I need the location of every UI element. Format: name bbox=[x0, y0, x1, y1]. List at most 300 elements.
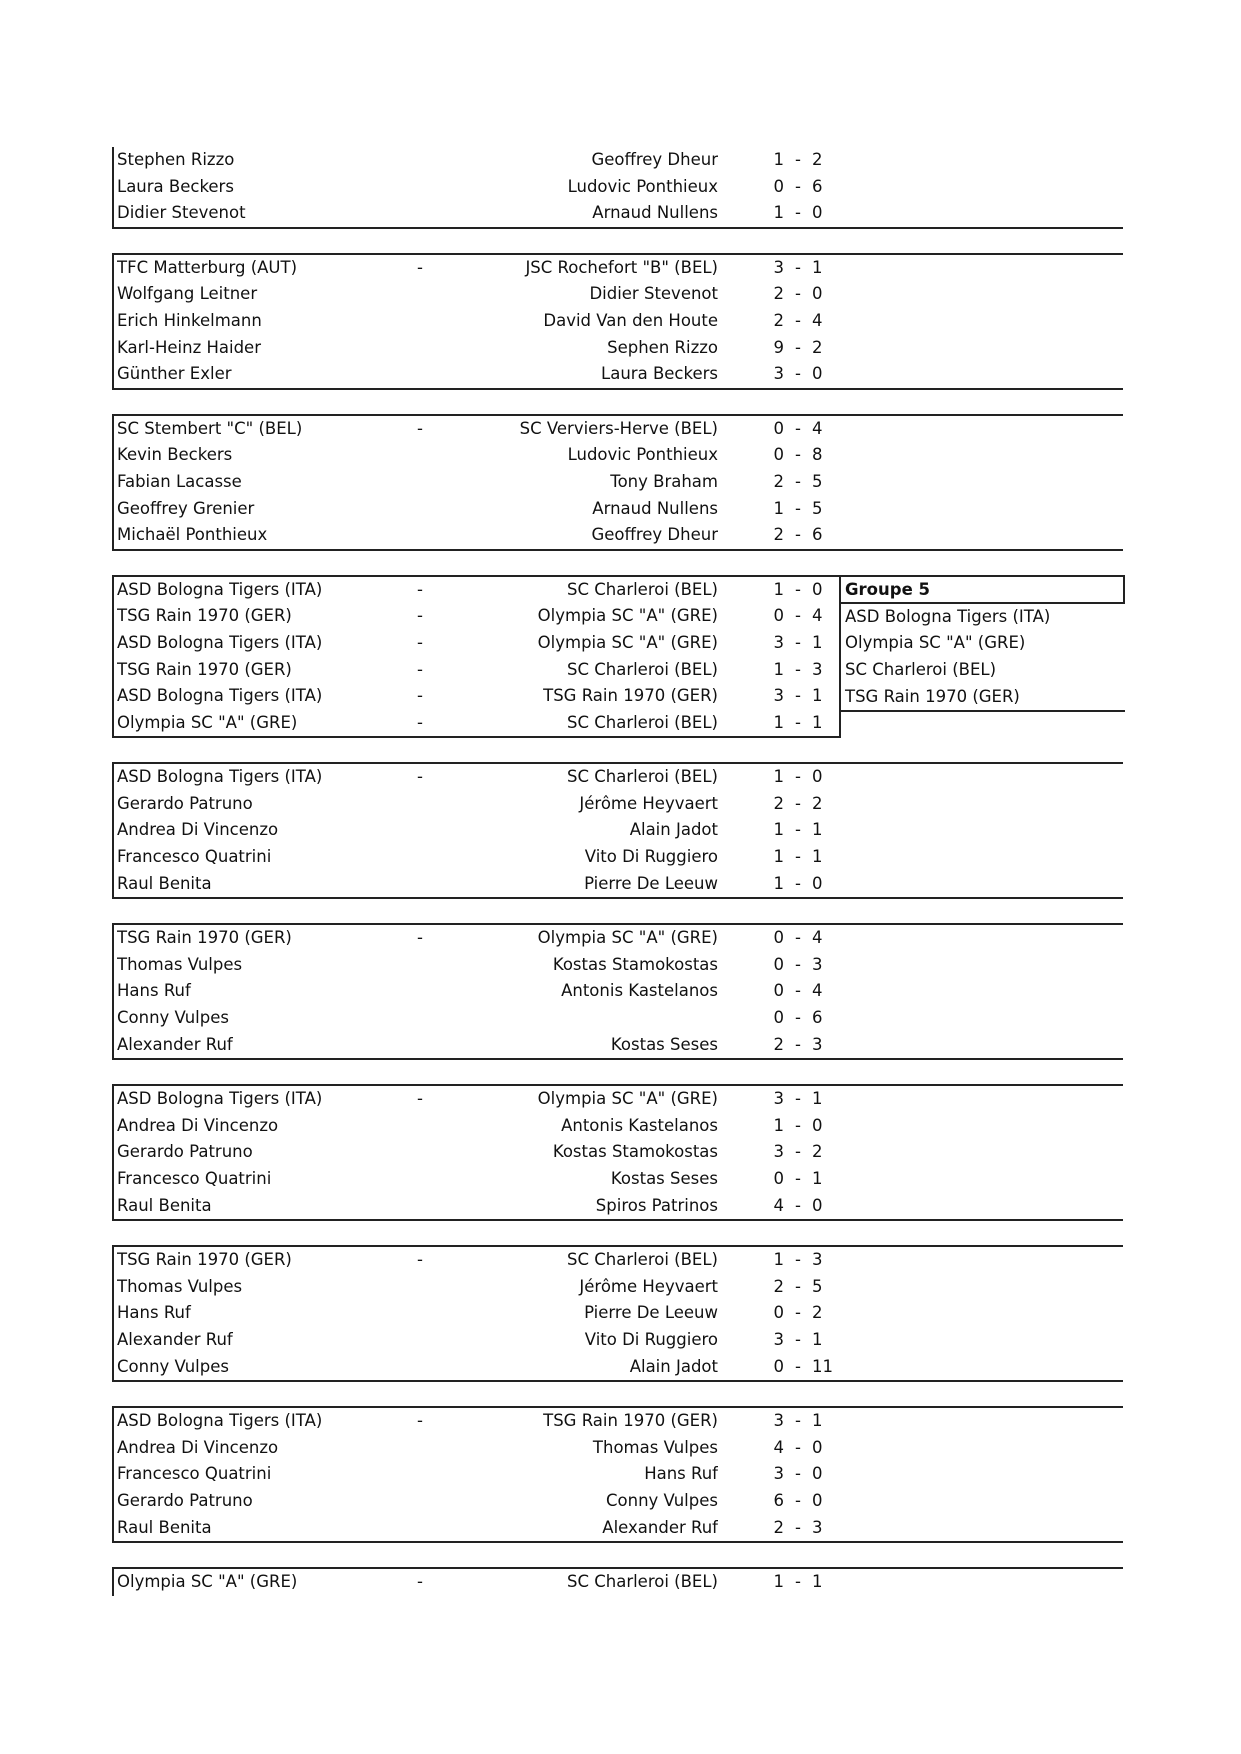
group-title: Groupe 5 bbox=[839, 575, 1125, 604]
match-row bbox=[114, 1274, 1123, 1301]
score-dash: - bbox=[795, 1517, 801, 1537]
score-dash: - bbox=[795, 632, 801, 652]
match-row bbox=[114, 603, 839, 630]
home-name: Karl-Heinz Haider bbox=[117, 337, 261, 357]
home-name: Alexander Ruf bbox=[117, 1034, 233, 1054]
home-name: Francesco Quatrini bbox=[117, 1169, 272, 1188]
match-row bbox=[114, 442, 1123, 469]
match-block bbox=[112, 414, 1123, 551]
home-name: Günther Exler bbox=[117, 364, 232, 384]
versus-separator: - bbox=[417, 418, 423, 438]
home-score: 3 bbox=[773, 257, 784, 277]
match-row bbox=[114, 630, 839, 657]
match-row bbox=[114, 1139, 1123, 1166]
home-score: 0 bbox=[773, 1008, 784, 1028]
away-name: Vito Di Ruggiero bbox=[584, 1329, 718, 1349]
group-team: TSG Rain 1970 (GER) bbox=[845, 686, 1020, 706]
home-score: 1 bbox=[773, 498, 784, 518]
versus-separator: - bbox=[417, 606, 423, 626]
home-name: Thomas Vulpes bbox=[117, 1276, 243, 1296]
home-score: 2 bbox=[773, 793, 784, 813]
score-dash: - bbox=[795, 820, 801, 840]
score-dash: - bbox=[795, 150, 801, 169]
away-score: 6 bbox=[812, 176, 823, 196]
away-name: Antonis Kastelanos bbox=[561, 981, 718, 1001]
match-block bbox=[112, 762, 1123, 899]
home-name: Conny Vulpes bbox=[117, 1008, 229, 1028]
score-dash: - bbox=[795, 981, 801, 1001]
match-row bbox=[114, 1488, 1123, 1515]
home-score: 0 bbox=[773, 606, 784, 626]
match-header-row bbox=[114, 764, 1123, 791]
match-row bbox=[114, 1166, 1123, 1193]
home-score: 6 bbox=[773, 1490, 784, 1510]
away-name: Tony Braham bbox=[610, 471, 718, 491]
match-row bbox=[114, 1515, 1123, 1542]
match-row bbox=[114, 308, 1123, 335]
home-name: Olympia SC "A" (GRE) bbox=[117, 1572, 298, 1592]
score-dash: - bbox=[795, 498, 801, 518]
group-team: Olympia SC "A" (GRE) bbox=[845, 633, 1026, 653]
away-name: Alexander Ruf bbox=[602, 1517, 718, 1537]
home-name: Francesco Quatrini bbox=[117, 847, 272, 867]
score-dash: - bbox=[795, 1089, 801, 1109]
match-row bbox=[114, 147, 1123, 174]
score-dash: - bbox=[795, 337, 801, 357]
away-score: 11 bbox=[812, 1356, 833, 1376]
away-name: Vito Di Ruggiero bbox=[584, 847, 718, 867]
away-score: 1 bbox=[812, 1169, 823, 1188]
away-score: 3 bbox=[812, 659, 823, 679]
versus-separator: - bbox=[417, 257, 423, 277]
away-name: Thomas Vulpes bbox=[592, 1437, 718, 1457]
score-dash: - bbox=[795, 310, 801, 330]
away-score: 1 bbox=[812, 820, 823, 840]
match-row bbox=[114, 200, 1123, 227]
versus-separator: - bbox=[417, 579, 423, 599]
away-name: Alain Jadot bbox=[629, 1356, 718, 1376]
match-row bbox=[114, 1461, 1123, 1488]
match-header-row bbox=[114, 1569, 1123, 1596]
home-score: 0 bbox=[773, 418, 784, 438]
match-header-row bbox=[114, 416, 1123, 443]
home-score: 1 bbox=[773, 873, 784, 893]
away-score: 2 bbox=[812, 793, 823, 813]
home-score: 0 bbox=[773, 1356, 784, 1376]
score-dash: - bbox=[795, 954, 801, 974]
score-dash: - bbox=[795, 793, 801, 813]
match-block bbox=[112, 1406, 1123, 1543]
home-score: 1 bbox=[773, 150, 784, 169]
away-name: Olympia SC "A" (GRE) bbox=[537, 606, 718, 626]
away-name: Geoffrey Dheur bbox=[591, 150, 718, 169]
away-name: Spiros Patrinos bbox=[595, 1195, 718, 1215]
home-score: 2 bbox=[773, 471, 784, 491]
home-score: 2 bbox=[773, 284, 784, 304]
away-name: Pierre De Leeuw bbox=[584, 1303, 718, 1323]
home-score: 1 bbox=[773, 1115, 784, 1135]
home-name: ASD Bologna Tigers (ITA) bbox=[117, 1411, 323, 1431]
home-name: TSG Rain 1970 (GER) bbox=[117, 1250, 292, 1270]
home-name: Laura Beckers bbox=[117, 176, 234, 196]
away-name: Jérôme Heyvaert bbox=[579, 1276, 718, 1296]
home-name: Didier Stevenot bbox=[117, 203, 246, 223]
score-dash: - bbox=[795, 257, 801, 277]
score-dash: - bbox=[795, 1008, 801, 1028]
results-sheet bbox=[112, 147, 1123, 1620]
away-score: 0 bbox=[812, 364, 823, 384]
away-score: 5 bbox=[812, 471, 823, 491]
away-score: 1 bbox=[812, 257, 823, 277]
match-row bbox=[114, 1005, 1123, 1032]
match-row bbox=[114, 522, 1123, 549]
away-score: 0 bbox=[812, 579, 823, 599]
away-score: 0 bbox=[812, 284, 823, 304]
home-score: 2 bbox=[773, 1276, 784, 1296]
versus-separator: - bbox=[417, 659, 423, 679]
match-row bbox=[114, 1327, 1123, 1354]
home-score: 3 bbox=[773, 1411, 784, 1431]
home-score: 1 bbox=[773, 767, 784, 787]
away-name: Alain Jadot bbox=[629, 820, 718, 840]
home-name: Michaël Ponthieux bbox=[117, 525, 268, 545]
away-score: 4 bbox=[812, 928, 823, 948]
away-name: Hans Ruf bbox=[644, 1464, 718, 1484]
away-score: 1 bbox=[812, 1572, 823, 1592]
away-score: 1 bbox=[812, 632, 823, 652]
home-score: 1 bbox=[773, 1250, 784, 1270]
home-name: Gerardo Patruno bbox=[117, 793, 253, 813]
home-score: 1 bbox=[773, 659, 784, 679]
match-row bbox=[114, 469, 1123, 496]
home-score: 3 bbox=[773, 1329, 784, 1349]
away-score: 8 bbox=[812, 445, 823, 465]
away-name: Sephen Rizzo bbox=[607, 337, 718, 357]
match-row bbox=[114, 361, 1123, 388]
away-name: Ludovic Ponthieux bbox=[567, 176, 718, 196]
match-row bbox=[114, 1113, 1123, 1140]
away-score: 0 bbox=[812, 1464, 823, 1484]
home-name: ASD Bologna Tigers (ITA) bbox=[117, 767, 323, 787]
score-dash: - bbox=[795, 445, 801, 465]
home-score: 1 bbox=[773, 579, 784, 599]
home-score: 0 bbox=[773, 445, 784, 465]
group-standings bbox=[839, 575, 1125, 712]
match-row bbox=[114, 683, 839, 710]
away-score: 0 bbox=[812, 203, 823, 223]
away-name: Didier Stevenot bbox=[589, 284, 718, 304]
home-name: Alexander Ruf bbox=[117, 1329, 233, 1349]
home-score: 4 bbox=[773, 1195, 784, 1215]
away-score: 0 bbox=[812, 767, 823, 787]
score-dash: - bbox=[795, 767, 801, 787]
away-score: 1 bbox=[812, 712, 823, 732]
away-name: Ludovic Ponthieux bbox=[567, 445, 718, 465]
versus-separator: - bbox=[417, 1411, 423, 1431]
match-header-row bbox=[114, 925, 1123, 952]
away-name: Kostas Stamokostas bbox=[552, 954, 718, 974]
home-score: 1 bbox=[773, 847, 784, 867]
away-name: SC Charleroi (BEL) bbox=[566, 1572, 718, 1592]
score-dash: - bbox=[795, 1329, 801, 1349]
away-name: Jérôme Heyvaert bbox=[579, 793, 718, 813]
score-dash: - bbox=[795, 659, 801, 679]
group-team: SC Charleroi (BEL) bbox=[845, 659, 997, 679]
away-name bbox=[486, 1005, 718, 1032]
home-name: TFC Matterburg (AUT) bbox=[117, 257, 298, 277]
away-score: 3 bbox=[812, 1034, 823, 1054]
away-score: 3 bbox=[812, 954, 823, 974]
score-dash: - bbox=[795, 579, 801, 599]
home-name: Hans Ruf bbox=[117, 981, 191, 1001]
home-name: Olympia SC "A" (GRE) bbox=[117, 712, 298, 732]
away-name: SC Charleroi (BEL) bbox=[566, 659, 718, 679]
away-score: 1 bbox=[812, 1329, 823, 1349]
match-row bbox=[114, 174, 1123, 201]
score-dash: - bbox=[795, 1250, 801, 1270]
home-name: Francesco Quatrini bbox=[117, 1464, 272, 1484]
away-score: 2 bbox=[812, 1303, 823, 1323]
versus-separator: - bbox=[417, 686, 423, 706]
match-row bbox=[114, 496, 1123, 523]
score-dash: - bbox=[795, 1142, 801, 1162]
away-score: 4 bbox=[812, 606, 823, 626]
away-name: David Van den Houte bbox=[543, 310, 718, 330]
home-score: 4 bbox=[773, 1437, 784, 1457]
away-name: TSG Rain 1970 (GER) bbox=[543, 686, 718, 706]
score-dash: - bbox=[795, 364, 801, 384]
home-name: Erich Hinkelmann bbox=[117, 310, 262, 330]
home-name: Andrea Di Vincenzo bbox=[117, 1115, 279, 1135]
match-row bbox=[114, 1300, 1123, 1327]
home-score: 0 bbox=[773, 176, 784, 196]
match-block bbox=[112, 923, 1123, 1060]
group-team-list bbox=[839, 604, 1125, 712]
match-block bbox=[112, 1245, 1123, 1382]
match-row bbox=[114, 281, 1123, 308]
score-dash: - bbox=[795, 1437, 801, 1457]
away-score: 4 bbox=[812, 310, 823, 330]
home-score: 1 bbox=[773, 820, 784, 840]
away-name: Arnaud Nullens bbox=[592, 498, 718, 518]
match-header-row bbox=[114, 1086, 1123, 1113]
score-dash: - bbox=[795, 1276, 801, 1296]
home-name: Fabian Lacasse bbox=[117, 471, 242, 491]
away-name: Olympia SC "A" (GRE) bbox=[537, 632, 718, 652]
match-row bbox=[114, 791, 1123, 818]
away-score: 0 bbox=[812, 1115, 823, 1135]
score-dash: - bbox=[795, 712, 801, 732]
home-name: TSG Rain 1970 (GER) bbox=[117, 606, 292, 626]
versus-separator: - bbox=[417, 767, 423, 787]
match-block bbox=[112, 575, 1051, 739]
away-score: 4 bbox=[812, 981, 823, 1001]
score-dash: - bbox=[795, 928, 801, 948]
home-score: 2 bbox=[773, 525, 784, 545]
match-row bbox=[114, 1354, 1123, 1381]
score-dash: - bbox=[795, 847, 801, 867]
away-name: SC Charleroi (BEL) bbox=[566, 1250, 718, 1270]
home-name: SC Stembert "C" (BEL) bbox=[117, 418, 303, 438]
score-dash: - bbox=[795, 203, 801, 223]
away-score: 6 bbox=[812, 525, 823, 545]
match-header-row bbox=[114, 577, 839, 604]
match-header-row bbox=[114, 255, 1123, 282]
home-name: Stephen Rizzo bbox=[117, 150, 235, 169]
home-score: 2 bbox=[773, 310, 784, 330]
match-row bbox=[114, 1032, 1123, 1059]
away-score: 3 bbox=[812, 1517, 823, 1537]
score-dash: - bbox=[795, 1115, 801, 1135]
score-dash: - bbox=[795, 471, 801, 491]
away-score: 5 bbox=[812, 498, 823, 518]
away-name: Geoffrey Dheur bbox=[591, 525, 718, 545]
home-score: 1 bbox=[773, 712, 784, 732]
score-dash: - bbox=[795, 176, 801, 196]
away-score: 1 bbox=[812, 847, 823, 867]
home-score: 9 bbox=[773, 337, 784, 357]
home-score: 2 bbox=[773, 1034, 784, 1054]
home-score: 2 bbox=[773, 1517, 784, 1537]
score-dash: - bbox=[795, 1490, 801, 1510]
away-name: Kostas Seses bbox=[610, 1169, 718, 1188]
match-row bbox=[114, 335, 1123, 362]
home-name: Wolfgang Leitner bbox=[117, 284, 258, 304]
score-dash: - bbox=[795, 418, 801, 438]
home-name: Conny Vulpes bbox=[117, 1356, 229, 1376]
match-block bbox=[112, 147, 1123, 229]
home-score: 3 bbox=[773, 1089, 784, 1109]
versus-separator: - bbox=[417, 928, 423, 948]
match-row bbox=[114, 657, 839, 684]
match-row bbox=[114, 1435, 1123, 1462]
home-name: Raul Benita bbox=[117, 1195, 212, 1215]
home-name: ASD Bologna Tigers (ITA) bbox=[117, 1089, 323, 1109]
away-name: Olympia SC "A" (GRE) bbox=[537, 1089, 718, 1109]
home-name: Raul Benita bbox=[117, 1517, 212, 1537]
home-score: 1 bbox=[773, 203, 784, 223]
match-row bbox=[114, 1193, 1123, 1220]
away-name: Arnaud Nullens bbox=[592, 203, 718, 223]
match-block bbox=[112, 1084, 1123, 1221]
away-name: SC Verviers-Herve (BEL) bbox=[519, 418, 718, 438]
home-name: Raul Benita bbox=[117, 873, 212, 893]
home-name: Andrea Di Vincenzo bbox=[117, 820, 279, 840]
home-score: 3 bbox=[773, 1464, 784, 1484]
away-score: 1 bbox=[812, 1089, 823, 1109]
home-name: ASD Bologna Tigers (ITA) bbox=[117, 686, 323, 706]
match-row bbox=[114, 844, 1123, 871]
match-row bbox=[114, 952, 1123, 979]
match-row bbox=[114, 871, 1123, 898]
score-dash: - bbox=[795, 284, 801, 304]
group-team: ASD Bologna Tigers (ITA) bbox=[845, 606, 1051, 626]
score-dash: - bbox=[795, 1169, 801, 1188]
away-score: 2 bbox=[812, 337, 823, 357]
home-name: Thomas Vulpes bbox=[117, 954, 243, 974]
home-name: TSG Rain 1970 (GER) bbox=[117, 928, 292, 948]
away-name: Kostas Seses bbox=[610, 1034, 718, 1054]
match-row bbox=[114, 978, 1123, 1005]
versus-separator: - bbox=[417, 1572, 423, 1592]
away-score: 1 bbox=[812, 1411, 823, 1431]
away-score: 0 bbox=[812, 1437, 823, 1457]
match-row bbox=[114, 710, 839, 737]
away-score: 2 bbox=[812, 150, 823, 169]
score-dash: - bbox=[795, 525, 801, 545]
home-score: 0 bbox=[773, 1303, 784, 1323]
home-score: 3 bbox=[773, 686, 784, 706]
score-dash: - bbox=[795, 873, 801, 893]
away-name: Pierre De Leeuw bbox=[584, 873, 718, 893]
away-name: Laura Beckers bbox=[601, 364, 718, 384]
away-score: 0 bbox=[812, 1195, 823, 1215]
away-name: SC Charleroi (BEL) bbox=[566, 712, 718, 732]
match-header-row bbox=[114, 1247, 1123, 1274]
versus-separator: - bbox=[417, 1089, 423, 1109]
away-name: Kostas Stamokostas bbox=[552, 1142, 718, 1162]
score-dash: - bbox=[795, 1572, 801, 1592]
score-dash: - bbox=[795, 1356, 801, 1376]
away-score: 6 bbox=[812, 1008, 823, 1028]
home-score: 0 bbox=[773, 954, 784, 974]
home-name: Geoffrey Grenier bbox=[117, 498, 255, 518]
score-dash: - bbox=[795, 606, 801, 626]
away-score: 1 bbox=[812, 686, 823, 706]
home-score: 3 bbox=[773, 1142, 784, 1162]
versus-separator: - bbox=[417, 632, 423, 652]
home-name: ASD Bologna Tigers (ITA) bbox=[117, 632, 323, 652]
home-score: 3 bbox=[773, 632, 784, 652]
away-name: Antonis Kastelanos bbox=[561, 1115, 718, 1135]
versus-separator: - bbox=[417, 712, 423, 732]
away-name: Conny Vulpes bbox=[606, 1490, 718, 1510]
score-dash: - bbox=[795, 686, 801, 706]
home-name: ASD Bologna Tigers (ITA) bbox=[117, 579, 323, 599]
score-dash: - bbox=[795, 1411, 801, 1431]
match-block bbox=[112, 253, 1123, 390]
away-name: TSG Rain 1970 (GER) bbox=[543, 1411, 718, 1431]
home-score: 0 bbox=[773, 1169, 784, 1188]
home-score: 0 bbox=[773, 981, 784, 1001]
match-block bbox=[112, 1567, 1123, 1596]
score-dash: - bbox=[795, 1303, 801, 1323]
home-score: 1 bbox=[773, 1572, 784, 1592]
away-score: 0 bbox=[812, 873, 823, 893]
away-score: 4 bbox=[812, 418, 823, 438]
home-name: Andrea Di Vincenzo bbox=[117, 1437, 279, 1457]
home-name: TSG Rain 1970 (GER) bbox=[117, 659, 292, 679]
match-header-row bbox=[114, 1408, 1123, 1435]
score-dash: - bbox=[795, 1195, 801, 1215]
away-score: 5 bbox=[812, 1276, 823, 1296]
away-name: SC Charleroi (BEL) bbox=[566, 579, 718, 599]
home-name: Gerardo Patruno bbox=[117, 1142, 253, 1162]
versus-separator: - bbox=[417, 1250, 423, 1270]
score-dash: - bbox=[795, 1034, 801, 1054]
score-dash: - bbox=[795, 1464, 801, 1484]
home-score: 0 bbox=[773, 928, 784, 948]
away-score: 0 bbox=[812, 1490, 823, 1510]
away-score: 2 bbox=[812, 1142, 823, 1162]
home-name: Kevin Beckers bbox=[117, 445, 233, 465]
home-score: 3 bbox=[773, 364, 784, 384]
away-name: SC Charleroi (BEL) bbox=[566, 767, 718, 787]
home-name: Gerardo Patruno bbox=[117, 1490, 253, 1510]
away-name: Olympia SC "A" (GRE) bbox=[537, 928, 718, 948]
home-name: Hans Ruf bbox=[117, 1303, 191, 1323]
away-score: 3 bbox=[812, 1250, 823, 1270]
